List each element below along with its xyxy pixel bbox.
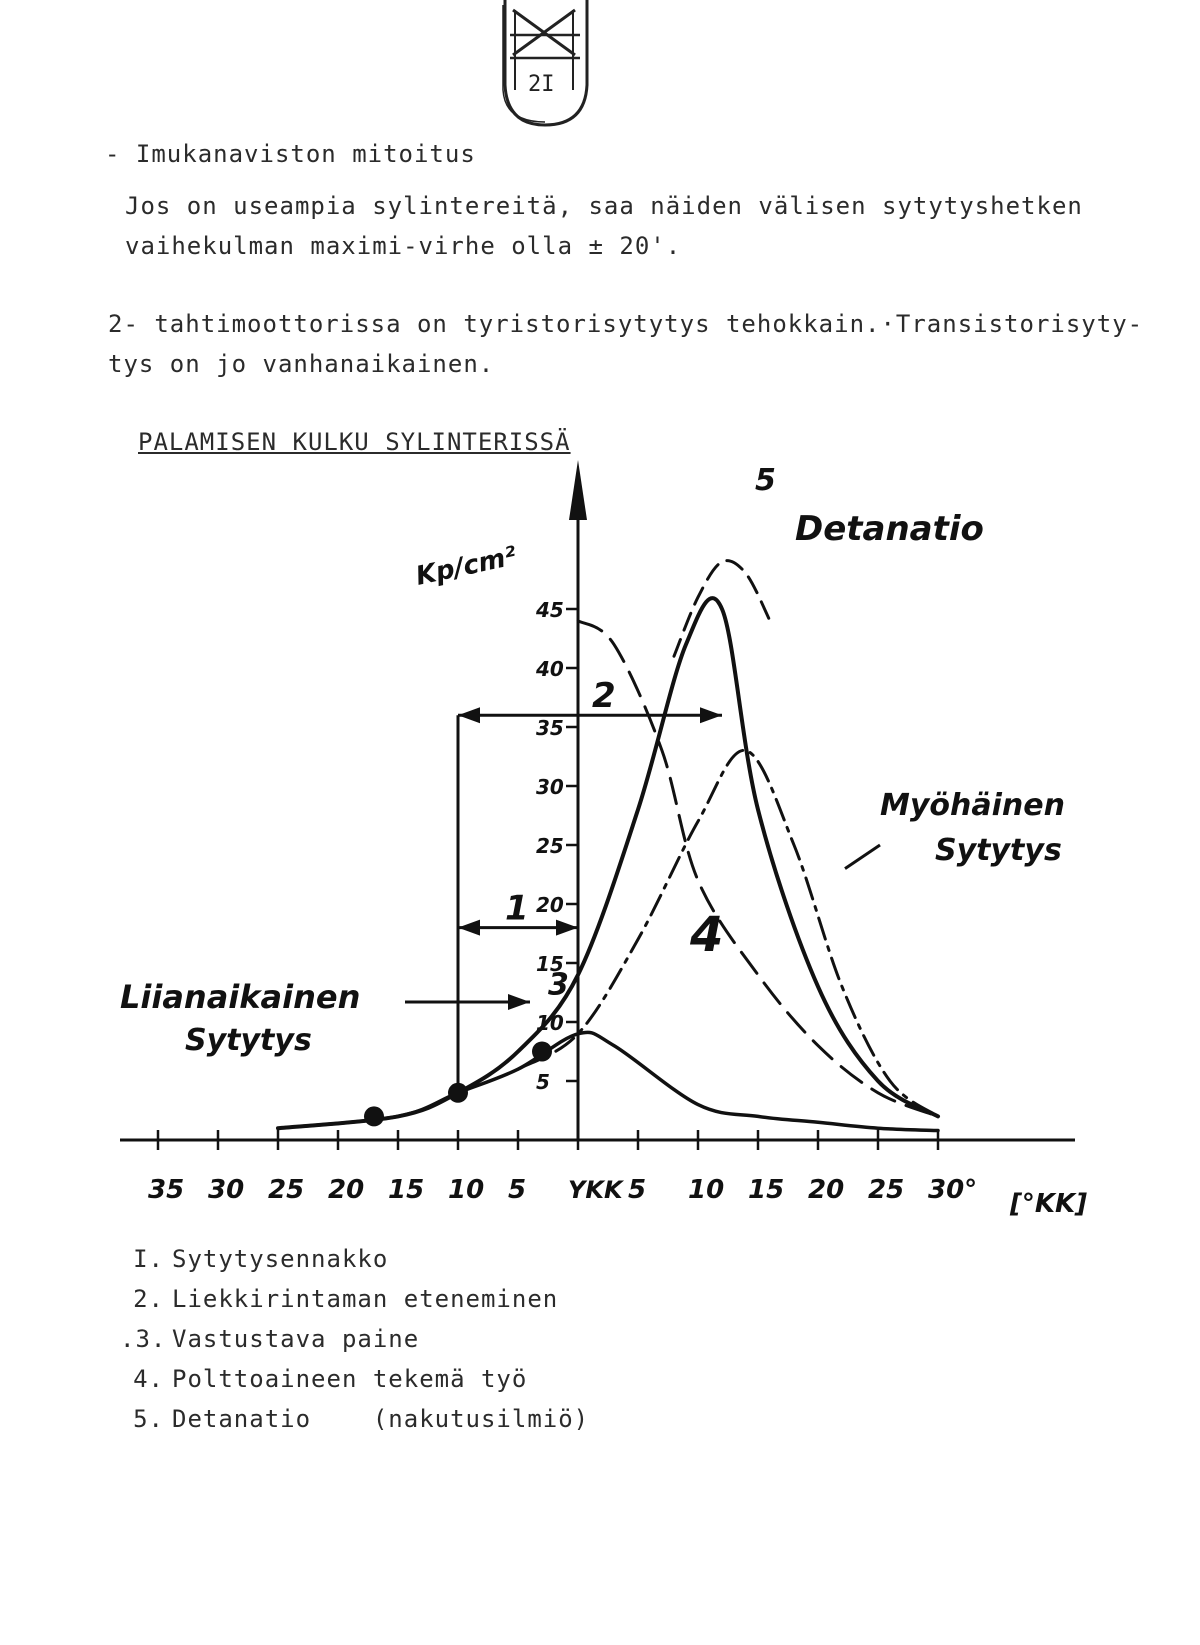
x-tick-label: 15 — [748, 1175, 785, 1205]
paragraph-2-line-2: tys on jo vanhanaikainen. — [108, 350, 495, 378]
y-tick-label: 5 — [536, 1070, 550, 1094]
late-ignition-label-1: Myöhäinen — [880, 788, 1065, 823]
paragraph-1-line-1: Jos on useampia sylintereitä, saa näiden välisen sytytyshetken — [125, 192, 1083, 220]
legend-item-text: Vastustava paine — [172, 1325, 420, 1353]
arrowhead — [508, 994, 530, 1010]
section-heading: - Imukanaviston mitoitus — [105, 140, 476, 168]
late-ignition-label-2: Sytytys — [935, 833, 1062, 868]
paragraph-2-line-1: 2- tahtimoottorissa on tyristorisytytys tehokkain.·Transistorisyty- — [108, 310, 1144, 338]
legend-item — [120, 1365, 589, 1405]
page-number-stamp — [495, 0, 595, 130]
legend-item — [120, 1405, 589, 1445]
arrowhead — [458, 707, 480, 723]
detonation-label: Detanatio — [795, 509, 984, 549]
x-tick-label: 25 — [268, 1175, 305, 1205]
y-axis-label: Kp/cm² — [413, 541, 520, 592]
x-tick-label: 30 — [208, 1175, 245, 1205]
x-tick-label: 30° — [928, 1175, 978, 1205]
x-tick-label: 5 — [628, 1175, 647, 1205]
x-tick-label: 10 — [688, 1175, 725, 1205]
y-tick-label: 30 — [536, 775, 564, 799]
annotation-number-1: 1 — [505, 888, 529, 929]
legend-item-number: I. — [133, 1245, 164, 1273]
curve-marker — [532, 1042, 552, 1062]
x-tick-label: 20 — [808, 1175, 845, 1205]
legend-item — [120, 1325, 589, 1365]
y-tick-label: 15 — [536, 952, 564, 976]
annotation-number-5: 5 — [755, 463, 776, 498]
legend-list — [120, 1245, 589, 1445]
curve-marker — [364, 1106, 384, 1126]
chart-title: PALAMISEN KULKU SYLINTERISSÄ — [138, 428, 571, 456]
series-4-line — [578, 621, 938, 1117]
legend-item-number: 2. — [133, 1285, 164, 1313]
early-ignition-label-1: Liianaikainen — [120, 978, 361, 1016]
paragraph-1-line-2: vaihekulman maximi-virhe olla ± 20'. — [125, 232, 682, 260]
legend-item — [120, 1285, 589, 1325]
curve-marker — [448, 1083, 468, 1103]
legend-item — [120, 1245, 589, 1285]
arrowhead — [556, 920, 578, 936]
y-tick-label: 35 — [536, 716, 564, 740]
annotation-number-2: 2 — [592, 676, 616, 717]
y-tick-label: 25 — [536, 834, 564, 858]
legend-item-text: Liekkirintaman eteneminen — [172, 1285, 559, 1313]
stamp-drawing — [495, 0, 595, 130]
x-axis-label: [°KK] — [1010, 1189, 1088, 1219]
x-tick-label: 5 — [508, 1175, 527, 1205]
combustion-chart — [0, 460, 1200, 1220]
y-tick-label: 20 — [536, 893, 564, 917]
x-tick-label: 20 — [328, 1175, 365, 1205]
x-tick-label: 35 — [148, 1175, 185, 1205]
y-axis-arrow — [569, 460, 587, 520]
legend-item-number: .3. — [120, 1325, 167, 1353]
y-tick-label: 45 — [536, 598, 564, 622]
page-number: 2I — [528, 72, 555, 97]
legend-item-number: 4. — [133, 1365, 164, 1393]
legend-item-text: Polttoaineen tekemä työ — [172, 1365, 528, 1393]
x-tick-label: YKK — [568, 1176, 623, 1204]
pointer-late — [845, 845, 880, 869]
legend-item-text: Sytytysennakko — [172, 1245, 389, 1273]
x-tick-label: 10 — [448, 1175, 485, 1205]
x-tick-label: 15 — [388, 1175, 425, 1205]
annotation-number-4: 4 — [690, 907, 724, 964]
annotation-number-3: 3 — [548, 967, 569, 1003]
early-ignition-label-2: Sytytys — [185, 1023, 312, 1058]
y-tick-label: 40 — [536, 657, 564, 681]
y-tick-label: 10 — [536, 1011, 564, 1035]
legend-item-number: 5. — [133, 1405, 164, 1433]
arrowhead — [458, 920, 480, 936]
legend-item-text: Detanatio (nakutusilmiö) — [172, 1405, 590, 1433]
arrowhead — [700, 707, 722, 723]
x-tick-label: 25 — [868, 1175, 905, 1205]
